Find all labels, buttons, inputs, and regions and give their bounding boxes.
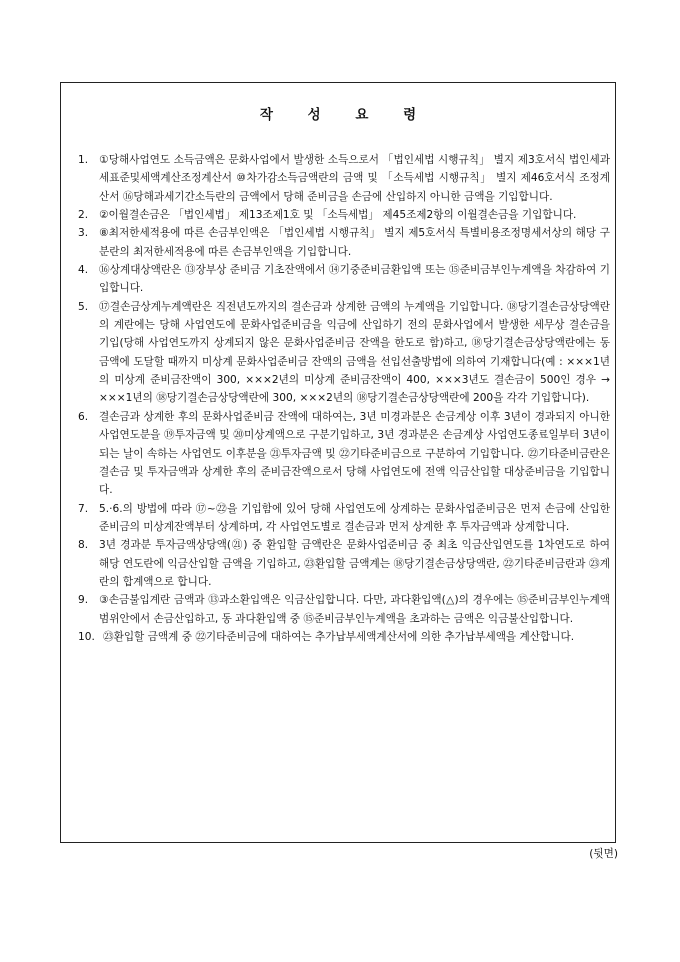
list-item (78, 298, 610, 408)
instructions-box (60, 82, 616, 843)
list-item (78, 591, 610, 628)
item-text: ⑯상계대상액란은 ⑬장부상 준비금 기초잔액에서 ⑭기중준비금환입액 또는 ⑮준비금부인누계액을 차감하여 기입합니다. (99, 264, 610, 295)
back-page-label: (뒷면) (589, 848, 618, 860)
item-text: 결손금과 상계한 후의 문화사업준비금 잔액에 대하여는, 3년 미경과분은 손금계상 이후 3년이 경과되지 아니한 사업연도분을 ⑲투자금액 및 ⑳미상계액으로 구분기입하고, 3년 경과분은 손금계상 사업연도종료일부터 3년이 되는 날이 속하는 사업연도 이후분을 ㉑투자금액 및 ㉒기타준비금으로 구분하여 기입합니다. ㉒기타준비금란은 결손금 및 투자금액과 상계한 후의 준비금잔액으로서 당해 사업연도에 전액 익금산입할 대상준비금을 기입합니다. (99, 410, 610, 497)
item-number: 9. (78, 594, 89, 607)
list-item (78, 536, 610, 591)
item-number: 3. (78, 227, 89, 240)
item-number: 8. (78, 539, 89, 552)
item-text: ⑰결손금상계누계액란은 직전년도까지의 결손금과 상계한 금액의 누계액을 기입합니다. ⑱당기결손금상당액란의 계란에는 당해 사업연도에 문화사업준비금을 익금에 산입하기 전의 문화사업에서 발생한 세무상 결손금을 기입(당해 사업연도까지 상계되지 않은 문화사업준비금 잔액을 한도로 함)하고, ⑱당기결손금상당액란에는 동 금액에 도달할 때까지 미상계 문화사업준비금 잔액의 금액을 선입선출방법에 의하여 기재합니다(예 : ×××1년의 미상계 준비금잔액이 300, ×××2년의 미상계 준비금잔액이 400, ×××3년도 결손금이 500인 경우 → ×××1년의 ⑱당기결손금상당액란에 300, ×××2년의 ⑱당기결손금상당액란에 200을 각각 기입합니다). (99, 300, 610, 405)
item-text: 3년 경과분 투자금액상당액(㉑) 중 환입할 금액란은 문화사업준비금 중 최초 익금산입연도를 1차연도로 하여 해당 연도란에 익금산입할 금액을 기입하고, ㉓환입할 금액계는 ⑱당기결손금상당액란, ㉒기타준비금란과 ㉓계란의 합계액으로 합니다. (99, 539, 610, 588)
item-number: 4. (78, 264, 89, 277)
list-item (78, 151, 610, 206)
instructions-list (78, 151, 610, 646)
item-text: 5.·6.의 방법에 따라 ⑰~㉒을 기입함에 있어 당해 사업연도에 상계하는 문화사업준비금은 먼저 손금에 산입한 준비금의 미상계잔액부터 상계하며, 각 사업연도별로 결손금과 먼저 상계한 후 투자금액과 상계합니다. (99, 502, 610, 533)
item-number: 10. (78, 630, 95, 643)
item-number: 7. (78, 502, 89, 515)
list-item (78, 500, 610, 537)
item-text: ③손금불입계란 금액과 ⑬과소환입액은 익금산입합니다. 다만, 과다환입액(△)의 경우에는 ⑮준비금부인누계액 범위안에서 손금산입하고, 동 과다환입액 중 ⑮준비금부인누계액을 초과하는 금액은 익금불산입합니다. (99, 594, 610, 625)
item-number: 2. (78, 209, 89, 222)
item-text: ②이월결손금은 「법인세법」 제13조제1호 및 「소득세법」 제45조제2항의 이월결손금을 기입합니다. (99, 209, 577, 222)
item-text: ㉓환입할 금액계 중 ㉒기타준비금에 대하여는 추가납부세액계산서에 의한 추가납부세액을 계산합니다. (103, 630, 575, 643)
list-item (78, 628, 610, 646)
item-text: ①당해사업연도 소득금액은 문화사업에서 발생한 소득으로서 「법인세법 시행규칙」 별지 제3호서식 법인세과세표준및세액계산조정계산서 ⑩차가감소득금액란의 금액 및 「소득세법 시행규칙」 별지 제46호서식 조정계산서 ⑯당해과세기간소득란의 금액에서 당해 준비금을 손금에 산입하지 아니한 금액을 기입합니다. (99, 154, 610, 203)
item-number: 5. (78, 300, 89, 313)
list-item (78, 261, 610, 298)
list-item (78, 408, 610, 500)
item-text: ⑧최저한세적용에 따른 손금부인액은 「법인세법 시행규칙」 별지 제5호서식 특별비용조정명세서상의 해당 구분란의 최저한세적용에 따른 손금부인액을 기입합니다. (99, 227, 610, 258)
item-number: 6. (78, 410, 89, 423)
page-title: 작 성 요 령 (259, 107, 432, 123)
list-item (78, 206, 610, 224)
item-number: 1. (78, 154, 89, 166)
list-item (78, 224, 610, 261)
